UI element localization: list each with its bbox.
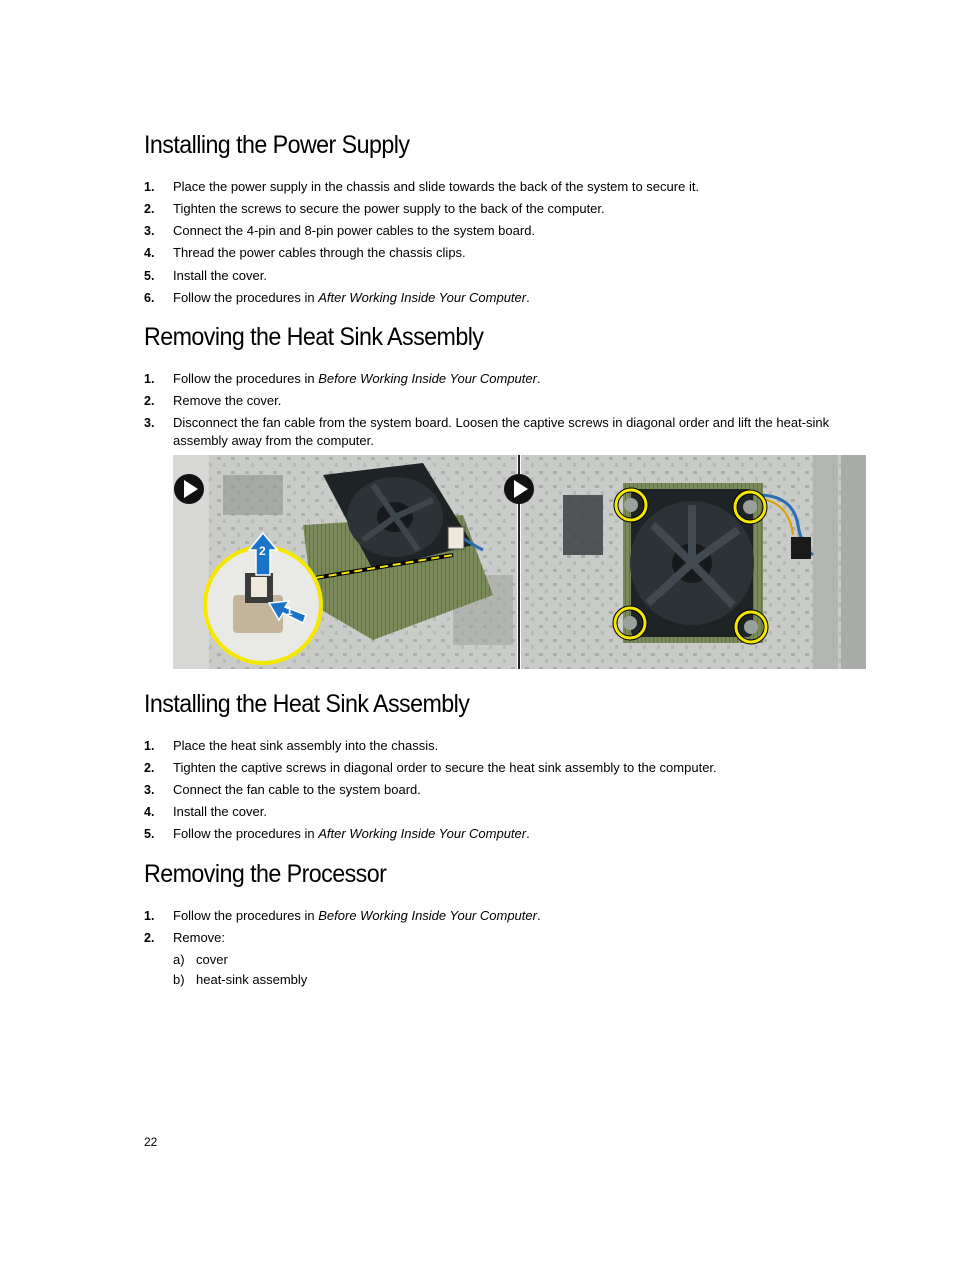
step-text: Place the power supply in the chassis and slide towards the back of the system to secure it. <box>173 179 700 194</box>
heat-sink-removal-figure <box>173 455 866 669</box>
step-text-prefix: Follow the procedures in <box>173 290 319 305</box>
step-number: 1. <box>144 372 155 386</box>
step-text <box>173 370 845 388</box>
step-text-prefix: Follow the procedures in <box>173 371 319 386</box>
cross-reference-link[interactable]: After Working Inside Your Computer <box>318 290 527 305</box>
callout-number-2: 2 <box>259 544 266 558</box>
page-number: 22 <box>144 1135 158 1149</box>
heading-installing-power-supply: Installing the Power Supply <box>144 131 410 159</box>
sub-step <box>173 951 228 969</box>
step-text: Install the cover. <box>173 268 267 283</box>
step-text-prefix: Follow the procedures in <box>173 908 319 923</box>
step-text: Remove: <box>173 930 226 945</box>
step-text-suffix: . <box>536 371 541 386</box>
heading-installing-heat-sink: Installing the Heat Sink Assembly <box>144 690 470 718</box>
step-number: 2. <box>144 202 155 216</box>
step-text: Connect the fan cable to the system board. <box>173 782 421 797</box>
step-number: 1. <box>144 909 155 923</box>
step-text <box>173 825 845 843</box>
step-number: 4. <box>144 805 155 819</box>
step-number: 3. <box>144 224 155 238</box>
sub-step-label: b) <box>173 972 185 987</box>
cross-reference-link[interactable]: After Working Inside Your Computer <box>318 826 527 841</box>
step-number: 6. <box>144 291 155 305</box>
step-number: 5. <box>144 269 155 283</box>
step-number: 3. <box>144 416 155 430</box>
step-text-suffix: . <box>526 826 530 841</box>
step-text: Disconnect the fan cable from the system board. Loosen the captive screws in diagonal order and lift the heat-sink assembly away from the computer. <box>173 415 830 448</box>
step-number: 2. <box>144 394 155 408</box>
step-text: Tighten the captive screws in diagonal order to secure the heat sink assembly to the computer. <box>173 760 717 775</box>
step-text-suffix: . <box>526 290 530 305</box>
step-text <box>173 289 845 307</box>
step-text-suffix: . <box>536 908 541 923</box>
step-number: 5. <box>144 827 155 841</box>
step-number: 2. <box>144 761 155 775</box>
step-text: Connect the 4-pin and 8-pin power cables to the system board. <box>173 223 536 238</box>
sub-step-text: heat-sink assembly <box>196 972 308 987</box>
sub-step-label: a) <box>173 952 185 967</box>
step-number: 3. <box>144 783 155 797</box>
cross-reference-link[interactable]: Before Working Inside Your Computer <box>318 908 537 923</box>
right-photo-panel <box>504 455 866 669</box>
step-number: 4. <box>144 246 155 260</box>
sub-step-text: cover <box>196 952 228 967</box>
step-text: Place the heat sink assembly into the chassis. <box>173 738 439 753</box>
step-text: Tighten the screws to secure the power supply to the back of the computer. <box>173 201 605 216</box>
heading-removing-heat-sink: Removing the Heat Sink Assembly <box>144 323 484 351</box>
sub-step <box>173 971 307 989</box>
heading-removing-processor: Removing the Processor <box>144 860 387 888</box>
step-text <box>173 907 845 925</box>
left-photo-panel <box>173 455 517 669</box>
step-text: Thread the power cables through the chassis clips. <box>173 245 466 260</box>
step-text: Remove the cover. <box>173 393 282 408</box>
step-number: 1. <box>144 739 155 753</box>
step-text-prefix: Follow the procedures in <box>173 826 319 841</box>
step-number: 2. <box>144 931 155 945</box>
callout-number-1: 1 <box>286 604 293 618</box>
step-text: Install the cover. <box>173 804 267 819</box>
cross-reference-link[interactable]: Before Working Inside Your Computer <box>318 371 537 386</box>
step-number: 1. <box>144 180 155 194</box>
